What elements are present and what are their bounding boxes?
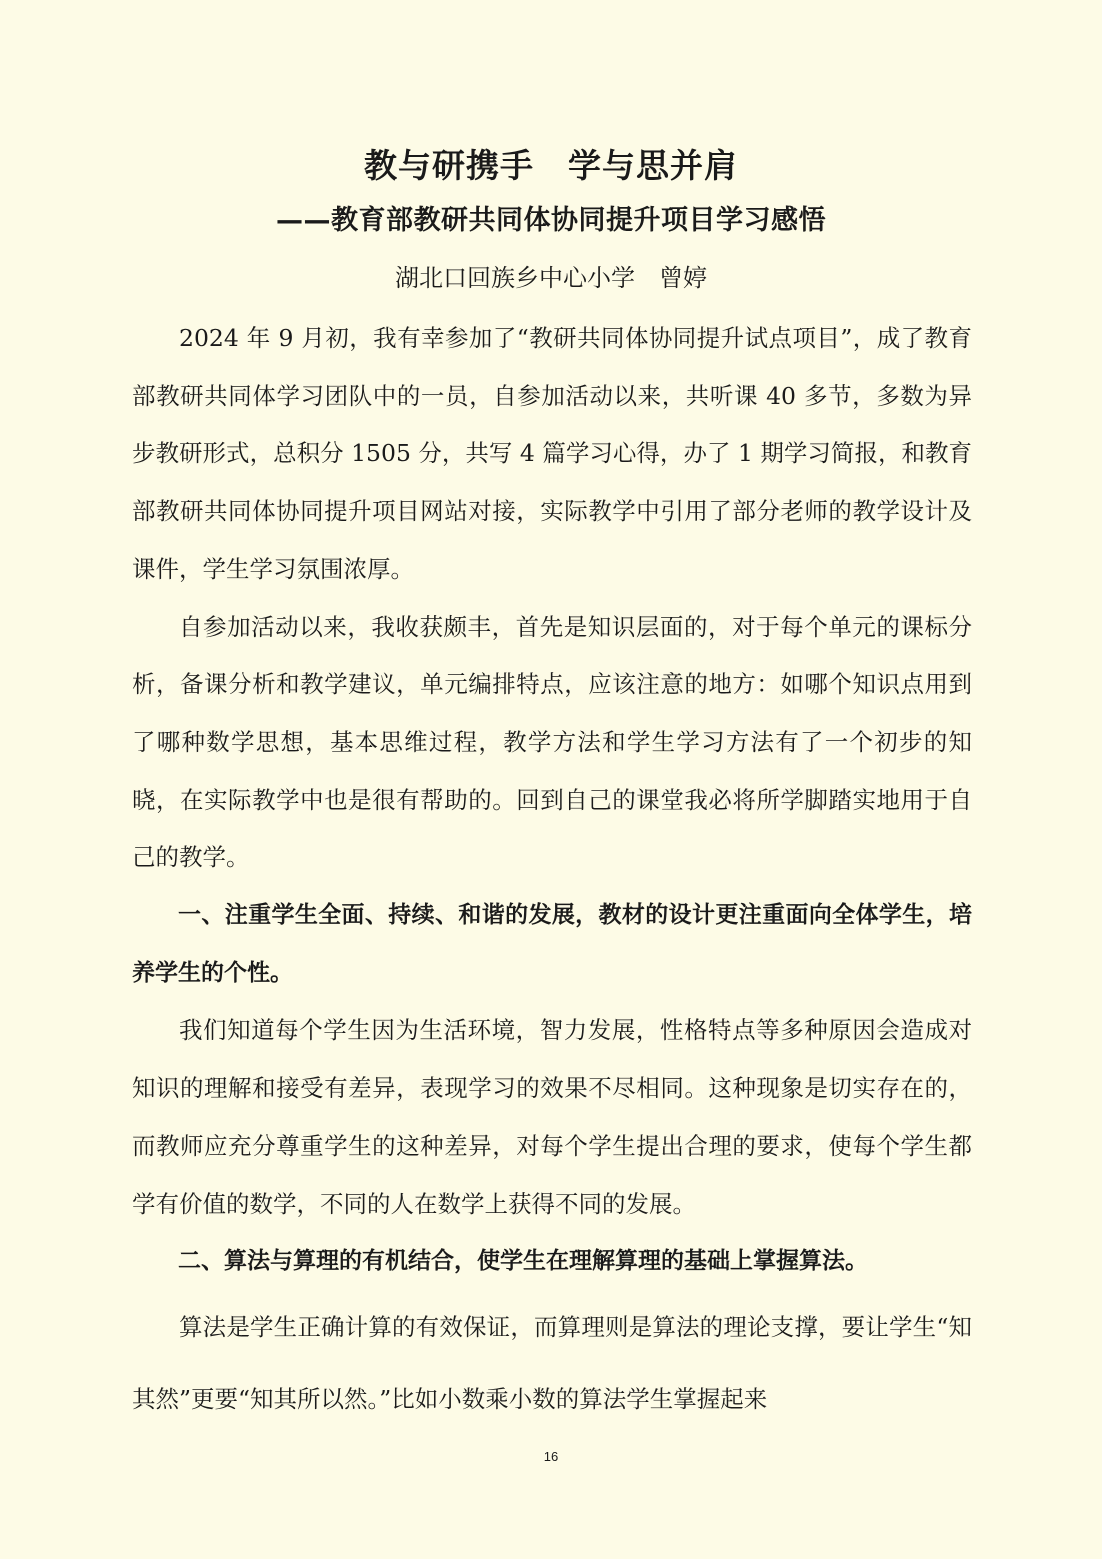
body-paragraph: 算法是学生正确计算的有效保证，而算理则是算法的理论支撑，要让学生“知其然”更要“知其所以然。”比如小数乘小数的算法学生掌握起来 [132,1312,972,1413]
section-heading: 二、算法与算理的有机结合，使学生在理解算理的基础上掌握算法。 [178,1248,868,1275]
author-line: 湖北口回族乡中心小学 曾婷 [395,264,707,292]
document-title: 教与研携手 学与思并肩 [364,146,738,185]
document-body [132,310,972,1435]
body-paragraph: 自参加活动以来，我收获颇丰，首先是知识层面的，对于每个单元的课标分析，备课分析和教学建议，单元编排特点，应该注意的地方：如哪个知识点用到了哪种数学思想，基本思维过程，教学方法和学生学习方法有了一个初步的知晓，在实际教学中也是很有帮助的。回到自己的课堂我必将所学脚踏实地用于自己的教学。 [132,612,972,872]
page-number: 16 [543,1449,559,1464]
body-paragraph: 2024 年 9 月初，我有幸参加了“教研共同体协同提升试点项目”，成了教育部教研共同体学习团队中的一员，自参加活动以来，共听课 40 多节，多数为异步教研形式，总积分 1505 分，共写 4 篇学习心得，办了 1 期学习简报，和教育部教研共同体协同提升项目网站对接，实际教学中引用了部分老师的教学设计及课件，学生学习氛围浓厚。 [132,324,972,583]
body-paragraph: 我们知道每个学生因为生活环境，智力发展，性格特点等多种原因会造成对知识的理解和接受有差异，表现学习的效果不尽相同。这种现象是切实存在的，而教师应充分尊重学生的这种差异，对每个学生提出合理的要求，使每个学生都学有价值的数学，不同的人在数学上获得不同的发展。 [132,1016,972,1218]
document-subtitle: ——教育部教研共同体协同提升项目学习感悟 [276,205,826,236]
section-heading: 一、注重学生全面、持续、和谐的发展，教材的设计更注重面向全体学生，培养学生的个性。 [132,902,972,986]
